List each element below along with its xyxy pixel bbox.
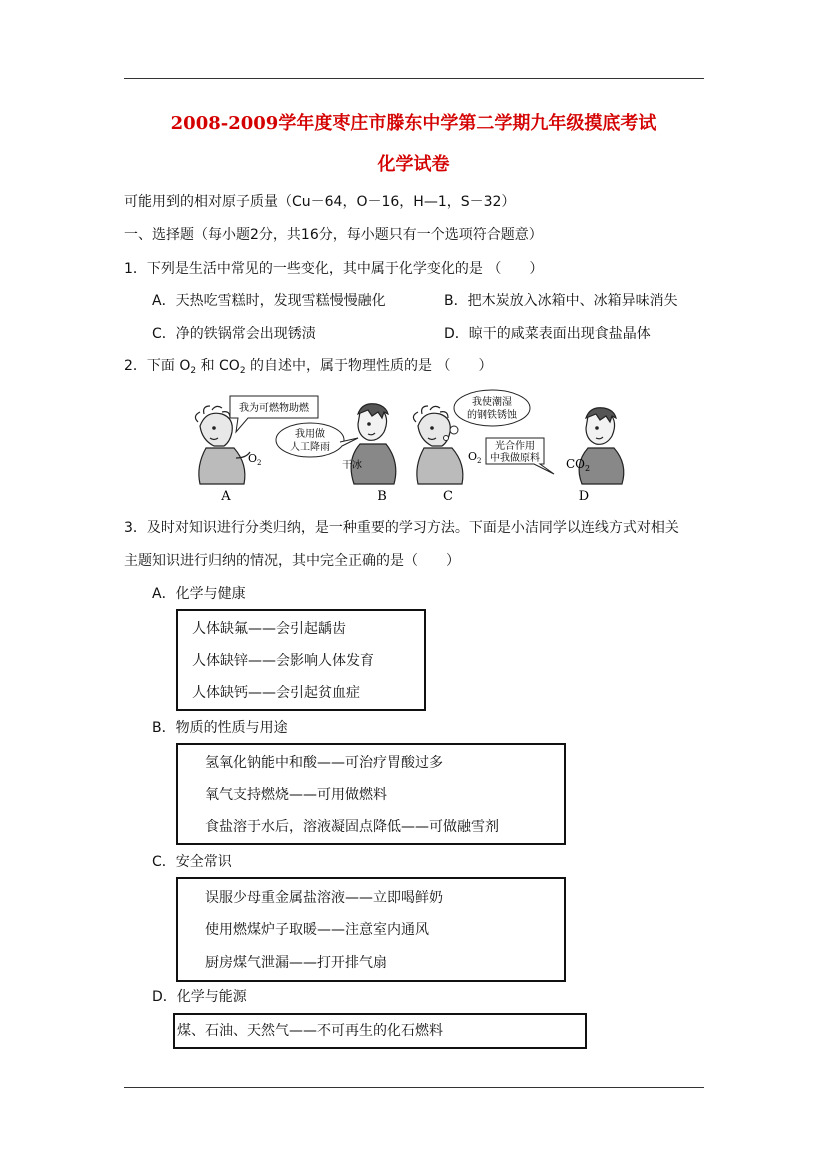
q3-group-b-box	[176, 743, 566, 845]
atomic-mass-note: 可能用到的相对原子质量（Cu－64，O－16，H—1，S－32）	[124, 194, 516, 210]
bubble-d-text-line2: 中我做原料	[490, 453, 540, 464]
q3-c-item: 误服少母重金属盐溶液——立即喝鲜奶	[205, 890, 443, 906]
question-3-stem-line1: 3．及时对知识进行分类归纳，是一种重要的学习方法。下面是小洁同学以连线方式对相关	[124, 520, 679, 536]
top-rule	[124, 78, 704, 79]
q1-option-d: D．晾干的咸菜表面出现食盐晶体	[444, 326, 651, 342]
q3-c-item: 厨房煤气泄漏——打开排气扇	[205, 955, 387, 971]
bubble-c-text-line2: 的钢铁锈蚀	[467, 410, 517, 421]
q2-sub: 2	[239, 366, 246, 376]
q3-c-item: 使用燃煤炉子取暖——注意室内通风	[205, 922, 429, 938]
q3-group-d-label: D．化学与能源	[152, 989, 247, 1005]
q2-sub: 2	[190, 366, 197, 376]
girl-figure-c	[413, 406, 462, 484]
speech-bubble-d	[486, 438, 554, 474]
q2-stem-part: 和 CO	[196, 358, 240, 374]
bubble-c-text-line1: 我使潮湿	[472, 397, 512, 408]
q3-group-a-label: A．化学与健康	[152, 586, 246, 602]
o2-label-c: $O_2$	[468, 450, 482, 465]
q1-option-c: C．净的铁锅常会出现锈渍	[152, 326, 316, 342]
q3-a-item: 人体缺钙——会引起贫血症	[192, 685, 360, 701]
q3-a-item: 人体缺氟——会引起龋齿	[192, 621, 346, 637]
q3-d-item: 煤、石油、天然气——不可再生的化石燃料	[177, 1023, 443, 1039]
thought-bubble-c	[444, 390, 531, 441]
figure-label-d: D	[578, 489, 590, 504]
q3-b-item: 氧气支持燃烧——可用做燃料	[205, 787, 387, 803]
q3-group-c-label: C．安全常识	[152, 854, 232, 870]
o2-label-a: $O_2$	[248, 452, 262, 467]
section-heading: 一、选择题（每小题2分，共16分，每小题只有一个选项符合题意）	[124, 227, 543, 243]
co2-label: $CO_2$	[566, 457, 591, 473]
speech-bubble-b	[276, 423, 358, 457]
q3-b-item: 食盐溶于水后，溶液凝固点降低——可做融雪剂	[205, 819, 499, 835]
q3-group-a-box	[176, 609, 426, 711]
figure-label-c: C	[443, 489, 453, 504]
gan-bing-label: 干冰	[342, 460, 362, 471]
q2-stem-part: 的自述中，属于物理性质的是 （ ）	[245, 358, 493, 374]
question-1-stem: 1．下列是生活中常见的一些变化，其中属于化学变化的是 （ ）	[124, 261, 544, 277]
exam-title: 2008-2009学年度枣庄市滕东中学第二学期九年级摸底考试	[170, 113, 657, 134]
bottom-rule	[124, 1087, 704, 1088]
q1-option-a: A．天热吃雪糕时，发现雪糕慢慢融化	[152, 293, 386, 309]
q3-group-d-box	[173, 1013, 587, 1049]
bubble-b-text-line1: 我用做	[295, 429, 325, 440]
q1-option-b: B．把木炭放入冰箱中、冰箱异味消失	[444, 293, 678, 309]
q2-stem-part: 2．下面 O	[124, 358, 191, 374]
bubble-b-text-line2: 人工降雨	[290, 442, 330, 453]
q3-group-c-box	[176, 877, 566, 982]
figure-label-b: B	[377, 489, 387, 504]
question-2-stem	[124, 357, 492, 375]
q3-group-b-label: B．物质的性质与用途	[152, 720, 288, 736]
figure-label-a: A	[221, 489, 231, 504]
bubble-a-text: 我为可燃物助燃	[239, 403, 309, 414]
q3-b-item: 氢氧化钠能中和酸——可治疗胃酸过多	[205, 755, 443, 771]
question-3-stem-line2: 主题知识进行归纳的情况，其中完全正确的是（ ）	[124, 553, 460, 569]
bubble-d-text-line1: 光合作用	[495, 441, 535, 452]
q3-a-item: 人体缺锌——会影响人体发育	[192, 653, 374, 669]
exam-subtitle: 化学试卷	[377, 154, 450, 175]
boy-figure-b	[351, 404, 396, 484]
q2-illustration	[192, 386, 632, 504]
